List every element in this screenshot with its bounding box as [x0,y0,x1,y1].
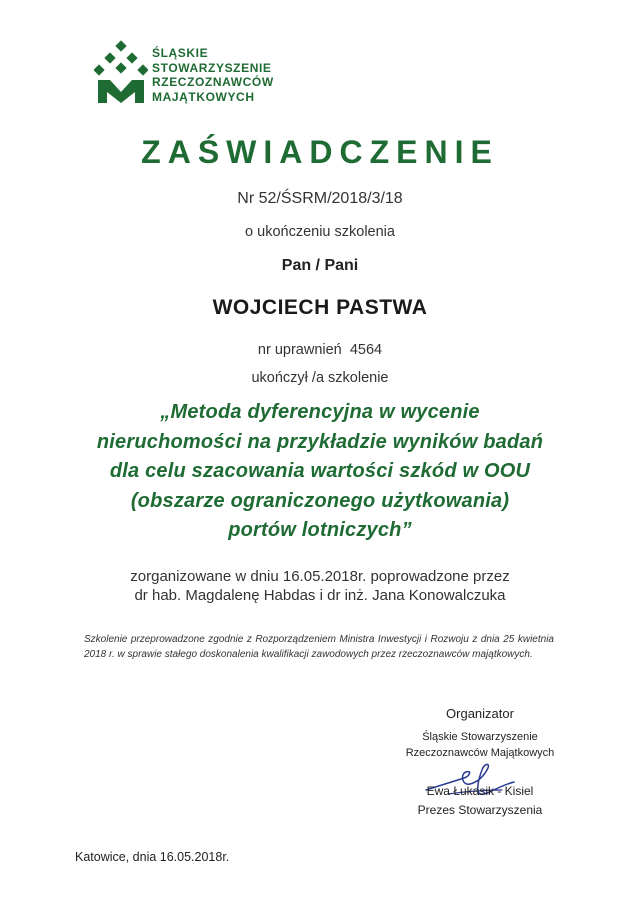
organized-line: dr hab. Magdalenę Habdas i dr inż. Jana Konowalczuka [134,587,506,604]
organization-name-line: RZECZOZNAWCÓW [152,75,274,89]
certificate-title: ZAŚWIADCZENIE [141,134,499,170]
organization-name-line: MAJĄTKOWYCH [152,89,255,104]
organized-line: zorganizowane w dniu 16.05.2018r. poprowadzone przez [130,568,510,585]
course-title-line: dla celu szacowania wartości szkód w OOU [109,460,531,482]
completed-text: ukończył /a szkolenie [251,370,389,386]
course-title-line: „Metoda dyferencyjna w wycenie [160,401,480,423]
certificate-subtitle: o ukończeniu szkolenia [245,224,395,240]
signer-title: Prezes Stowarzyszenia [417,803,543,817]
ssrm-logo-icon [94,40,148,104]
organizer-org-line: Śląskie Stowarzyszenie [422,731,538,743]
signer-block [370,784,590,817]
license-label: nr uprawnień [257,342,342,358]
place-date: Katowice, dnia 16.05.2018r. [75,850,230,864]
course-title-line: (obszarze ograniczonego użytkowania) [130,489,510,512]
signer-name: Ewa Łukasik - Kisiel [426,784,534,798]
organization-name-line: ŚLĄSKIE [152,46,209,60]
course-title-line: portów lotniczych” [228,519,412,541]
organizer-label: Organizator [446,706,514,721]
course-title [60,398,580,546]
salutation: Pan / Pani [281,257,359,274]
recipient-name: WOJCIECH PASTWA [212,296,428,319]
course-title-line: nieruchomości na przykładzie wyników badań [96,430,544,453]
license-number: 4564 [349,342,383,358]
organizer-block [370,706,590,761]
organization-name [152,46,274,104]
certificate-number: Nr 52/ŚSRM/2018/3/18 [237,190,403,207]
legal-note: Szkolenie przeprowadzone zgodnie z Rozporządzeniem Ministra Inwestycji i Rozwoju z dnia 25 kwietnia 2018 r. w sprawie stałego doskonalenia kwalifikacji zawodowych przez rzeczoznawców majątkowych. [84,634,554,660]
license-line [0,342,640,358]
organized-info [0,567,640,605]
organization-name-line: STOWARZYSZENIE [152,60,272,75]
organizer-org-line: Rzeczoznawców Majątkowych [405,747,555,759]
